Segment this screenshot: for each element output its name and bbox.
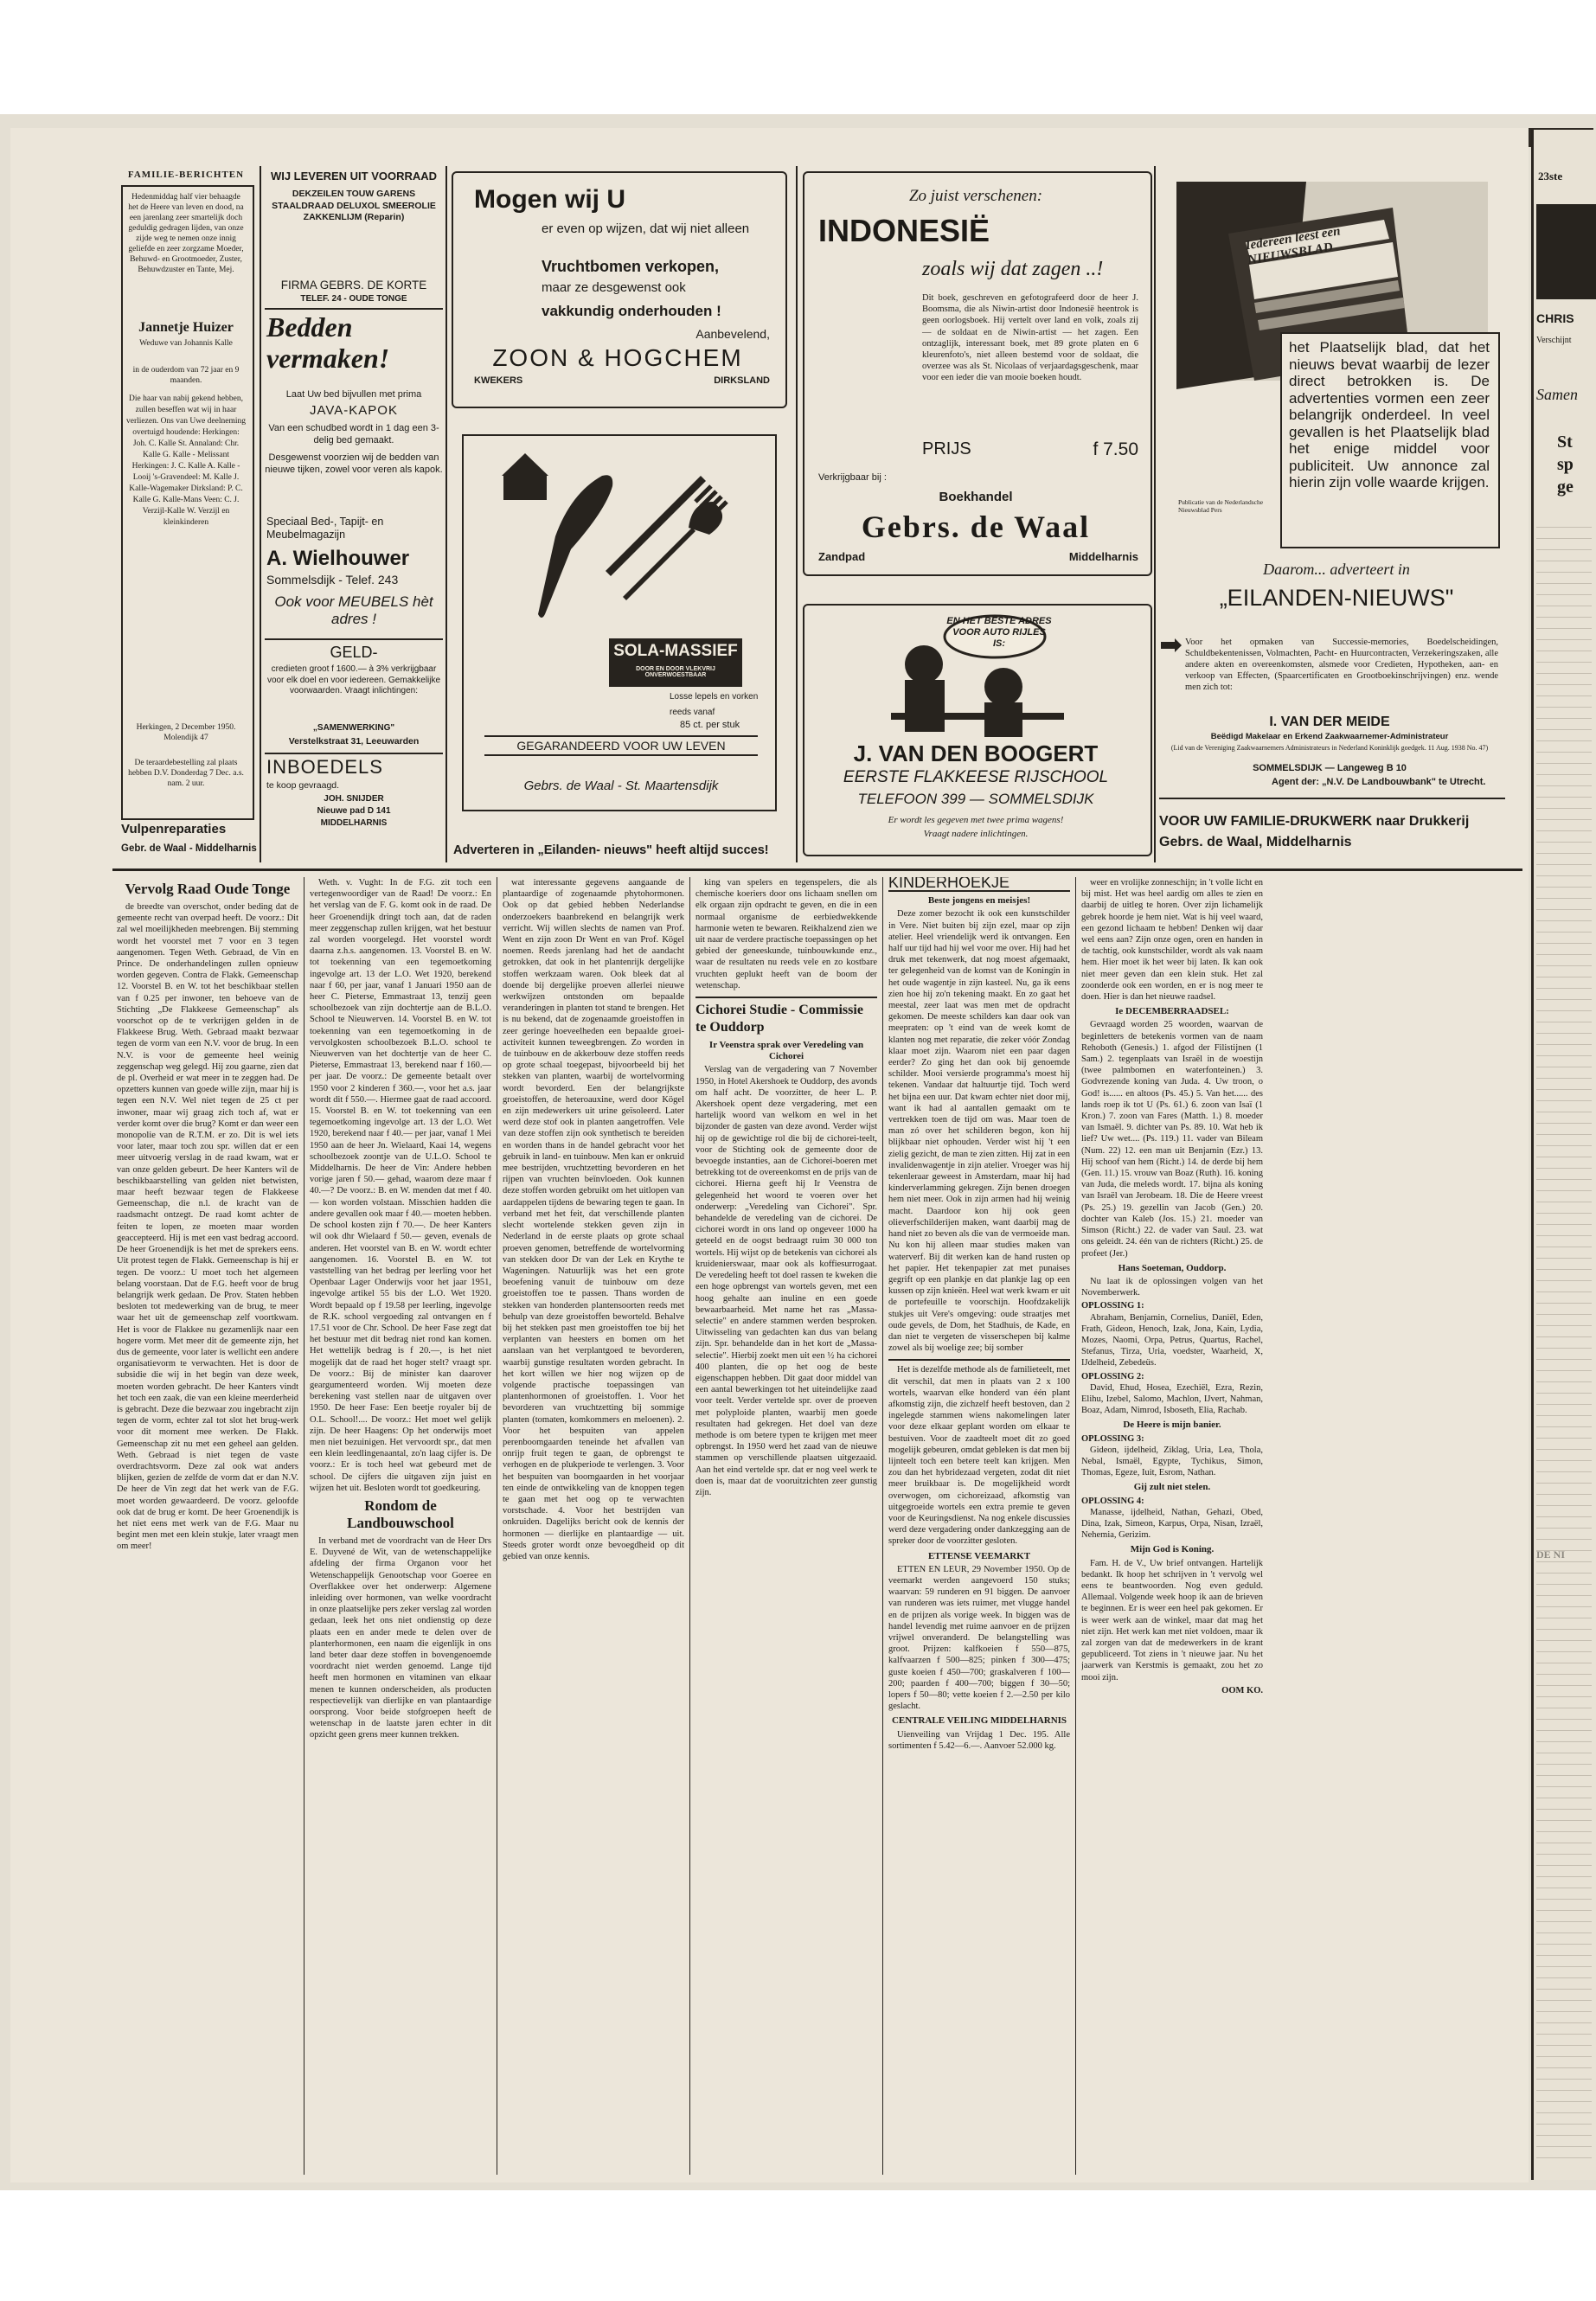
indonesie-boekhandel: Boekhandel [939, 490, 1013, 504]
nieuwsblad-caption: Publicatie van de Nederlandsche Nieuwsblad Pers [1178, 498, 1264, 514]
oplossing-2-answer: De Heere is mijn banier. [1123, 1420, 1221, 1431]
edge-text-lines [1536, 519, 1592, 2163]
kinderhoekje-title: KINDERHOEKJE [888, 877, 1070, 892]
familiedrukwerk-ad: VOOR UW FAMILIE-DRUKWERK naar Drukkerij Gebrs. de Waal, Middelharnis [1159, 814, 1470, 849]
edge-samen: Samen [1536, 386, 1578, 403]
veemarkt-text: ETTEN EN LEUR, 29 November 1950. Op de veemarkt werden aangevoerd 150 stuks; waarvan: 59 runderen en 91 biggen. De aanvoer van runderen was iets ruimer, met vlugge handel en de prijzen als vorige week. In biggen was de handel levendig met ruime aanvoer en de prijzen vrijwel onveranderd. De belangstelling was groot. Prijzen: kalfkoeien f 550—875, kalfvaarzen f 500—825; pinken f 300—475; guste koeien f 450—700; graskalveren f 100—200; paarden f 400—700; biggen f 30—50; lopers f 50—80; vette koeien f 2.—2.50 per kilo geslacht. [888, 1564, 1070, 1712]
sola-price: 85 ct. per stuk [680, 720, 740, 730]
article-title-raad: Vervolg Raad Oude Tonge [125, 881, 291, 897]
divider [695, 997, 877, 998]
raadsel-text: Gevraagd worden 25 woorden, waarvan de beginletters de betekenis vormen van de naam Rehoboth (Genesis.) 1. afgod der Filistijnen (1 Sam.) 2. tegenplaats van Israël in de woestijn (twee palmbomen en waterfonteinen.) 3. Godvrezende koning van Juda. 4. Uw troon, o God! is...... en altoos (Ps. 45.) 5. Van het...... des lands roep ik tot U (Ps. 61.) 6. zoon van Isaï (1 Kron.) 7. zoon van Fares (Matth. 1.) 8. moeder van Ismaël. 9. dichter van Ps. 89. 10. Wat heb ik lief? Uw wet.... (Ps. 119.) 11. vader van Bileam (Num. 22) 12. een man uit Benjamin (Ezr.) 13. Hij schoof van hem (Richt.) 14. de derde bij hem (Gen. 11.) 15. vrouw van Boaz (Ruth). 16. koning van Juda, die meleds wordt. 17. bijna als koning van Israël van Jerobeam. 18. Die de Heere vreest (Ps. 25.) 19. gezellin van Jacob (Gen.) 20. dochter van Kaleb (Jos. 15.) 21. moeder van Simson (Richt.) 22. de vader van Saul. 23. wat ons geleidt. 24. één van de richters (Richt.) 25. de profeet (Jer.) [1081, 1020, 1263, 1259]
bedden-name: A. Wielhouwer [266, 547, 410, 570]
indonesie-price: f 7.50 [1093, 439, 1138, 459]
nieuwsblad-text: het Plaatselijk blad, dat het nieuws bevat waarbij de lezer direct betrokken is. De advertenties vormen een zeer belangrijk onderdeel. In veel gevallen is het Plaatselijk blad het enige middel voor publiciteit. Uw annonce zal hierin zijn volle waarde krijgen. [1289, 339, 1490, 490]
edge-st: St [1557, 433, 1573, 452]
article-column-2 [310, 877, 491, 2175]
mogen-line2: Vruchtbomen verkopen, [542, 258, 720, 275]
column-rule [882, 877, 883, 2175]
divider [265, 308, 443, 310]
oplossing-1: Abraham, Benjamin, Cornelius, Daniël, Eden, Frath, Gideon, Henoch, Izak, Jona, Kain, Lydia, Mozes, Naomi, Orpa, Petrus, Quartus, Rachel, Stefanus, Tirza, Uria, voedster, Waarheid, X, IJdelheid, Zebedeüs. [1081, 1312, 1263, 1368]
vulpen-title: Vulpenreparaties [121, 822, 227, 836]
indonesie-body: Dit boek, geschreven en gefotografeerd door de heer J. Boomsma, die als Niwin-artist door Indonesië heentrok is geen oorlogsboek. Hij vertelt over land en volk, zoals zij — de soldaat en de Niwin-artist — het zagen. Een ontzaglijk, interessant boek, met 89 grote platen en 6 kleurenfoto's, niet alleen bestemd voor de soldaat, die overzee was als St. Nicolaas of verjaardagsgeschenk, maar voor een ieder die van mooie boeken houdt. [922, 293, 1138, 383]
bedden-addr: Sommelsdijk - Telef. 243 [266, 573, 399, 586]
meide-lid: (Lid van de Vereniging Zaakwaarnemers Administrateurs in Nederland Koninklijk goedgek. 11 Aug. 1938 No. 47) [1170, 744, 1489, 752]
article-text: wat interessante gegevens aangaande de plantaardige of zogenaamde phytohormonen. Ook op dat gebied hebben Nederlandse onderzoekers baanbrekend en belangrijk werk verricht. Wij willen slechts de namen van Prof. Went en zijn zoon Dr Went en van Prof. Kögel noemen. Reeds jarenlang had het de aandacht getrokken, dat ook in het plantenrijk dergelijke stoffen werkzaam waren. Ook bleek dat al doende bij dergelijke proeven allerlei nieuwe werkwijzen ontstonden om bepaalde veranderingen in planten tot stand te brengen. Het is nu bekend, dat de zogenaamde groeistoffen in zeer geringe hoeveelheden een bepaalde groei-activiteit kunnen teweegbrengen. Zo worden in de tuinbouw en de akkerbouw deze stoffen reeds op grote schaal toegepast, bijvoorbeeld bij het stekken van planten, waarbij de wortelvorming wordt bevorderd. Een der belangrijkste groeistoffen, de heteroauxine, werd door Kögel en zijn medewerkers uit urine geïsoleerd. Later werd deze stof ook in planten aangetroffen. Vele van deze stoffen zijn ook synthetisch te bereiden en worden thans in de handel gebracht voor het gebruik in land- en tuinbouw. Men kan er onkruid mee bestrijden, vruchtzetting bevorderen en het rijpen van vruchten beïnvloeden. Ook kunnen deze stoffen worden gebruikt om het uitlopen van aardappelen tijdens de bewaring tegen te gaan. In verband met het feit, dat verschillende planten slecht wortelende stekken geven zijn in Nederland in de eerste plaats op grote schaal proeven genomen, betreffende de wortelvorming van stekken door Dr van der Lek en Krythe te Wageningen. Natuurlijk was het een grote beoefening vanuit de tuinbouw om deze groeistoffen toe te passen. Thans worden de stekken van honderden plantensoorten reeds met behulp van deze groeistoffen beworteld. Behalve bij het stekken past men groeistoffen toe bij het verplanten van heesters en bomen om het aanslaan van het verplantgoed te bevorderen, waarbij gunstige resultaten worden gebracht. In het kort willen we hier nog wijzen op de volgende practische toepassingen van plantenhormonen of groeistoffen. 1. Voor het bevorderen van vruchtzetting bij sommige planten (tomaten, komkommers en meloenen). 2. Voor het bespuiten van appelen perenboomgaarden teneinde het afvallen van onrijp fruit tegen te gaan, de opbrengst te verhogen en de plukperiode te verlengen. 3. Voor het bespuiten van boomgaarden in het voorjaar ten einde de ontwikkeling van de knoppen tegen te gaan met het oog op te verwachten vorstschade. 4. Voor het bestrijden van onkruiden. Dagelijks bericht ook de kennis der hormonen — dierlijke en plantaardige — uit. Steeds groter wordt onze bevoegdheid op dit gebied van onze kennis. [503, 878, 684, 1561]
familie-age: in de ouderdom van 72 jaar en 9 maanden. [132, 366, 240, 385]
article-column-1 [117, 877, 298, 2175]
indonesie-verkrijg: Verkrijgbaar bij : [818, 472, 887, 483]
oplossing-3: Gideon, ijdelheid, Ziklag, Uria, Lea, Thola, Nebal, Ismaël, Egypte, Tychikus, Simon, Thomas, Egeze, Iuit, Esrom, Nathan. [1081, 1445, 1263, 1478]
article-column-3 [503, 877, 684, 2175]
familie-funeral: De teraardebestelling zal plaats hebben D.V. Donderdag 7 Dec. a.s. nam. 2 uur. [128, 759, 244, 788]
edge-verschijnt: Verschijnt [1536, 336, 1572, 345]
familie-date: Herkingen, 2 December 1950. Molendijk 47 [136, 723, 236, 742]
geld-name: „SAMENWERKING" [312, 723, 395, 733]
veiling-text: Uienveiling van Vrijdag 1 Dec. 195. Alle sortimenten f 5.42—6.—. Aanvoer 52.000 kg. [888, 1729, 1070, 1751]
column-rule [689, 877, 690, 2175]
column-rule [1154, 166, 1156, 862]
mogen-firm: ZOON & HOGCHEM [492, 344, 743, 371]
wij-leveren-firm: FIRMA GEBRS. DE KORTE [280, 279, 427, 292]
oplossing-1-title: OPLOSSING 1: [1081, 1301, 1144, 1311]
wij-leveren-tel: TELEF. 24 - OUDE TONGE [300, 294, 407, 304]
oplossing-2: David, Ehud, Hosea, Ezechiël, Ezra, Rezin, Elihu, Izebel, Salomo, Machlon, IJvert, Nahman, Boaz, Adam, Nimrod, Isboseth, Elia, Rachab. [1081, 1382, 1263, 1416]
wij-leveren-items: DEKZEILEN TOUW GARENS STAALDRAAD DELUXOL SMEEROLIE ZAKKENLIJM (Reparin) [272, 189, 436, 222]
bedden-kapok: JAVA-KAPOK [310, 403, 398, 418]
geld-addr: Verstelkstraat 31, Leeuwarden [288, 736, 420, 747]
veiling-title: CENTRALE VEILING MIDDELHARNIS [891, 1715, 1067, 1727]
mogen-line4: vakkundig onderhouden ! [542, 303, 721, 319]
bedden-slogan: Ook voor MEUBELS hèt adres ! [274, 593, 433, 627]
indonesie-pre: Zo juist verschenen: [908, 187, 1043, 205]
article-text: Weth. v. Vught: In de F.G. zit toch een vertegenwoordiger van de Raad! De voorz.: En het verslag van de F. G. komt ook in de raad. De heer Groenendijk dringt toch aan, dat de raden meer zeggenschap zullen krijgen, wat het bestuur zal worden voorgelegd. Het voorstel wordt daarna z.h.s. aangenomen. 13. Voorstel B. en W. tot toekenning van een tegemoetkoming ingevolge art. 13 der L.O. Wet 1920, berekend naar f 60, per jaar, vanaf 1 Januari 1950 aan de heer C. Pieterse, Emmastraat 13, tenzij geen schoolbezoek van zijn dochtertje aan de B.L.O. School te Nieuwerven. 14. Voorstel B. en W. tot toekenning van een tegemoetkoming in de vervolgkosten schoolbezoek B.L.O. school te Nieuwerven van het dochtertje van de heer C. Pieterse, Emmastraat 13, berekend naar f 160.— per jaar. De voorz.: De gemeente betaalt over 1950 voor 2 kinderen f 360.—, voor het a.s. jaar wordt dit f 550.—. Hiermee gaat de raad accoord. 15. Voorstel B. en W. tot toekenning van een tegemoetkoming ingevolge art. 13 der L.O. Wet 1920, berekend naar f 40.— per jaar, vanaf 1 Mei 1950 aan de heer Jn. Wielaard, Kaai 14, wegens schoolbezoek zoontje van de U.L.O. School te Middelharnis. De heer de Vin: Andere hebben vorige jaren f 50.— gehad, waarom deze maar f 40.—? De voorz.: B. en W. menden dat met f 40.— kon worden volstaan. Misschien hadden die andere gevallen ook maar f 40.— moeten hebben. De school kosten zijn f 70.—. De heer Kanters wil ook dhr Wielaard f 50.— geven, evenals de anderen. Het voorstel van B. en W. wordt echter aangenomen. 16. Voorstel B. en W. tot vaststelling van het bedrag per leerling voor het Openbaar Lager Onderwijs voor het jaar 1951, ingevolge artikel 55 bis der L.O. Wet 1920. Wordt bepaald op f 19.58 per leerling, ingevolge de R.K. school vergoeding zal ontvangen en f 17.51 voor de Chr. School. De heer Fase zegt dat het bestuur met dit bedrag niet rond kan komen. Het wettelijk bedrag is f 20.—, is het niet mogelijk dat de raad het hoger stelt? vraagt spr. De voorz.: Bij de minister kan daarover geargumenteerd worden. Wij moeten deze berekening vast stellen naar de uitgaven over 1950. De heer Fase: Een beetje royaler bij de O.L. School!.... De voorz.: Het moet wel gelijk zijn. De heer Haagens: Op het onderwijs moet men niet bezuinigen. Het vervoordt spr., dat men een klein leedlingenaantal, zo'n laag cijfer is. De voorz.: Er is toch heel wat gebeurd met de school. De cijfers die uitgaven zijn juist en wijzen het uit. Besloten wordt tot goedkeuring. [310, 878, 491, 1493]
reply-text: Fam. H. de V., Uw brief ontvangen. Hartelijk bedankt. Ik hoop het schrijven in 't vervolg wel eens te beantwoorden. Nog even geduld. Allemaal. Volgende week hoop ik aan de brieven te beginnen. Er is weer een heel pak gekomen. Er is weer werk aan de winkel, maar dat mag het niet zijn. Het werk kan met niet voldoen, maar ik zal zorgen van dat de medewerkers in de krant gepubliceerd. Tot ziens in 't nieuwe jaar. Nu het jaarwerk van Kerstmis is gemaakt, zou het zo mooi zijn. [1081, 1558, 1263, 1682]
kinderhoekje-greeting: Beste jongens en meisjes! [927, 895, 1031, 907]
article-column-5 [888, 877, 1070, 2175]
oplossing-3-title: OPLOSSING 3: [1081, 1433, 1144, 1444]
boogert-line2: Vraagt nadere inlichtingen. [923, 829, 1029, 839]
boogert-line1: Er wordt les gegeven met twee prima wagens! [888, 815, 1064, 825]
section-divider [112, 868, 1522, 871]
meide-body: Voor het opmaken van Successie-memories, Boedelscheidingen, Schuldbekentenissen, Volmachten, Pacht- en Huurcontracten, Verzekeringszaken, alle andere akten en overeenkomsten, alsmede voor Credieten, Hypotheken, aan- en verkoop van Effecten, (Spaarcertificaten en Grootboekinschrijvingen) enz. wende men zich tot: [1185, 638, 1498, 692]
oplossing-2-title: OPLOSSING 2: [1081, 1371, 1144, 1381]
oplossing-4: Manasse, ijdelheid, Nathan, Gehazi, Obed, Dina, Izak, Simeon, Karpus, Orpa, Nisan, Izraël, Nehemia, Gerizim. [1081, 1507, 1263, 1541]
divider [888, 1359, 1070, 1361]
indonesie-title: INDONESIË [818, 213, 990, 248]
edge-ge: ge [1557, 478, 1574, 497]
mogen-line3: maar ze desgewenst ook [542, 280, 686, 295]
nieuwsblad-daarom: Daarom... adverteert in [1263, 561, 1410, 578]
sola-shop: Gebrs. de Waal - St. Maartensdijk [523, 779, 719, 793]
adverteren-line: Adverteren in „Eilanden- nieuws" heeft altijd succes! [453, 843, 769, 857]
meide-agent: Agent der: „N.V. De Landbouwbank" te Utrecht. [1272, 777, 1486, 787]
boogert-bubble: EN HET BESTE ADRES VOOR AUTO RIJLES IS: [946, 616, 1052, 649]
column-rule [1075, 877, 1076, 2175]
meide-sub: Beëdigd Makelaar en Erkend Zaakwaarnemer-Administrateur [1210, 732, 1449, 741]
article-column-6 [1081, 877, 1263, 2175]
inboedels-city: MIDDELHARNIS [320, 818, 388, 828]
oplossing-intro: Nu laat ik de oplossingen volgen van het Novemberwerk. [1081, 1276, 1263, 1298]
boogert-school: EERSTE FLAKKEESE RIJSCHOOL [843, 768, 1109, 786]
raadsel-signed: Hans Soeteman, Ouddorp. [1118, 1262, 1227, 1273]
article-title-cichorei: Cichorei Studie - Commissie te Ouddorp [695, 1003, 863, 1035]
familie-name: Jannetje Huizer [138, 320, 234, 335]
bedden-line4: Desgewenst voorzien wij de bedden van nieuwe tijken, zowel voor veren als kapok. [265, 452, 443, 475]
article-title-landbouwschool: Rondom de Landbouwschool [347, 1497, 454, 1531]
article-subtitle-cichorei: Ir Veenstra sprak over Veredeling van Cichorei [708, 1040, 864, 1062]
signature: OOM KO. [1221, 1685, 1263, 1695]
article-text: king van spelers en tegenspelers, die als chemische koeriers door ons lichaam snellen om elk orgaan zijn opdracht te geven, en die in een normaal organisme de eerbiedwekkende harmonie weten te bewaren. Reikhalzend zien we uit naar de verdere practische toepassingen op het gebied der geneeskunde, tuinbouwkunde enz., waar de resultaten nu reeds vele en zo kostbare vruchten geplukt heeft van de boom der wetenschap. [695, 878, 877, 990]
article-text: Verslag van de vergadering van 7 November 1950, in Hotel Akershoek te Ouddorp, des avonds om half acht. De voorzitter, de heer L. P. Akershoek opent deze vergadering, met een hartelijk woord van welkom en wel in het bijzonder de gasten van deze avond. Verder wijst hij op de gewichtige rol die bij de cichorei-teelt, voor de Stichting ook de gemeente door de bevoegde instanties, aan de Cichorei-boeren met betrekking tot de overeenkomst en de prijs van de cichorei. Hierna geeft hij Ir Veenstra de gelegenheid het woord te voeren over het onderwerp: „Veredeling van Cichorei". Spr. behandelde de veredeling van de cichorei. De cichorei wordt in ons land op ongeveer 1000 ha geteeld en de oogst bedraagt ruim 30 000 ton wortels. Hij wijst op de betekenis van cichorei als kruidenierswaar, maar ook als koffiesurrogaat. De veredeling heeft tot doel rassen te kweken die een hoge opbrengst van wortels geven, met een hoog gehalte aan inuline en een goede bewaarbaarheid. Met name het ras „Massa-selectie" en andere stammen werden besproken. Uitwisseling van gedachten kan dus van belang zijn. Spr. behandelde dan in het kort de „Massa-selectie". Hierbij zoekt men uit een ½ ha cichorei 400 planten, die op het oog de beste eigenschappen hebben. Dit gaat door middel van een aantal bewerkingen tot het uiteindelijke zaad voor teelt. Verder vertelde spr. over de proeven met polyploide planten, waarbij men goede resultaten had gekregen. Het doel van deze methode is om betere typen te krijgen met meer opbrengst. In 1950 werd het zaad van de nieuwe stammen op verschillende plaatsen uitgezaaid. Aan het eind vertelde spr. dat er nog veel werk te doen is, maar dat de vooruitzichten zeer gunstig zijn. [695, 1065, 877, 1497]
divider [265, 753, 443, 754]
meide-addr: SOMMELSDIJK — Langeweg B 10 [1253, 763, 1407, 773]
sola-brand: SOLA-MASSIEF [613, 642, 738, 660]
mogen-dirksland: DIRKSLAND [714, 375, 770, 386]
inboedels-name: JOH. SNIJDER [324, 794, 384, 804]
vulpen-sub: Gebr. de Waal - Middelharnis [121, 843, 257, 854]
mogen-line5: Aanbevelend, [695, 327, 770, 341]
familie-widow: Weduwe van Johannis Kalle [139, 339, 233, 348]
geld-title: GELD- [330, 644, 378, 661]
article-text: de breedte van overschot, onder beding dat de gemeente recht van overpad heeft. De voorz.: Dit zal wel moeilijkheden meebrengen. Bij stemming wordt het voorstel met 7 voor en 3 tegen aangenomen. Tegen Weth. Gebraad, de Vin en Prince. De onderhandelingen zullen opnieuw worden gegeven. Contra de Flakk. Gemeenschap 12. Voorstel B. en W. tot het beschikbaar stellen van f 0.25 per inwoner, ten behoeve van de Stichting „De Flakkeese Gemeenschap" als voorschot op de te verkrijgen gelden in de Flakkeese Brug. Weth. Gebraad maakt bezwaar tegen de vorm van een N.V. voor de brug. In een N.V. is voor de gemeente heel weinig zeggenschap weg gelegd. Hij zou gaarne, zien dat de pl. Overheid er wat meer in te zeggen had. De opzetters kunnen van goede wille zijn, maar hij is tegen een N.V. Wel niet tegen de 25 ct per inwoner, maar wij graag zich toch af, wat er verder komt over die brug? Komt er dan weer een monopolie van de R.T.M. er zo. Dit is wel iets voor later, maar toch zou spr. willen dat er een meer uitvoerig verslag in de raad kwam, wat er van onze gelden gebeurt. De heer Kanters wil de beschikbaarstelling van gelden niet betwisten, maar heeft bezwaar tegen de Flakkeese Gemeenschap, die n.l. de kracht van de raadsmacht ontzegt. De raad komt achter de feiten te lopen, ze moeten maar worden geaccepteerd. Hij is met een vast bedrag accoord. De heer Groenendijk is het met de sprekers eens. Uit protest tegen de Flakk. Gemeenschap is hij er tegen. De voorz.: U moet toch het algemeen belang voorstaan. Dat de F.G. heeft voor de brug belangrijk werk gedaan. De Prov. Staten hebben besloten tot medewerking van de brug, te meer waar het uit de gemeenschap zelf voortkwam. Het is voor de Flakkee nu gezamenlijk naar een hogere vorm. Met meer dit de gemeente zijn, het dus de gemeente, voor later is wellicht een andere organisatievorm te verwachten. Het is door de subsidie die wij in het begin van deze week, moeten worden gebracht. De heer Kanters vindt het toch een zaak, die van een kleine meerderheid is gebracht. Deze die bezwaar zou ingebracht zijn tegen de vorm, echter zal tot slot het brug-werk voor dit moment mee werken. De Flakk. Gemeenschap zit nu met een geheel aan gelden. Weth. Gebraad is niet tegen de vaste overdrachtsvorm. Deze zal ook wat anders blijken, gezien de zelfde de vorm dat er dan N.V. De heer de Vin zegt dat het werk van de F.G. moet worden gewaardeerd. De voorz. geloofde ook dat de brug er komt. De heer Groenendijk is het niet eens met werk van de F.G. Maar nu begint men met een klein stukje, later vraagt men om meer! [117, 902, 298, 1552]
veemarkt-title: ETTENSE VEEMARKT [927, 1550, 1031, 1561]
article-column-4 [695, 877, 877, 2175]
wij-leveren-header: WIJ LEVEREN UIT VOORRAAD [270, 170, 438, 183]
cutlery-illustration [484, 441, 761, 657]
edge-chris: CHRIS [1536, 311, 1574, 325]
oplossing-4-answer: Mijn God is Koning. [1130, 1544, 1215, 1555]
column-rule [445, 166, 447, 862]
indonesie-sub: zoals wij dat zagen ..! [922, 258, 1104, 280]
indonesie-firm: Gebrs. de Waal [861, 510, 1091, 544]
edge-date: 23ste [1538, 170, 1563, 183]
divider [265, 638, 443, 640]
edge-sp: sp [1557, 455, 1574, 474]
divider [1159, 798, 1505, 799]
inboedels-title: INBOEDELS [266, 756, 383, 778]
mogen-title: Mogen wij U [474, 185, 625, 214]
meide-name: I. VAN DER MEIDE [1269, 715, 1390, 729]
nieuwsblad-paper: Iedereen leest een NIEUWSBLAD [1244, 224, 1342, 268]
familie-intro: Hedenmiddag half vier behaagde het de Heere van leven en dood, na een jarenlang zeer smartelijk doch geduldig gedragen lijden, van onze zijde weg te nemen onze innig geliefde en zeer zorgzame Moeder, Behuwd- en Grootmoeder, Zuster, Behuwdzuster en Tante, Mej. [128, 193, 244, 274]
bedden-line1: Laat Uw bed bijvullen met prima [285, 389, 422, 400]
inboedels-addr: Nieuwe pad D 141 [317, 806, 391, 816]
familie-header: FAMILIE-BERICHTEN [127, 170, 245, 180]
column-rule [796, 166, 798, 862]
column-rule [260, 166, 261, 862]
sola-sub: DOOR EN DOOR VLEKVRIJ ONVERWOESTBAAR [636, 666, 715, 678]
article-text: Deze zomer bezocht ik ook een kunstschilder in Vere. Niet buiten bij zijn ezel, maar op zijn atelier. Heel vriendelijk werd ik ontvangen. Een half uur tijd had hij wel voor me over. Hij had het druk met tekenwerk, dat nog moest afgemaakt, ter gelegenheid van de komst van de Koningin in het oude wagentje in zijn kasteel. Nu, ga ik eens zien hoe hij zo'n tekening maakt. En zo gaat het meestal, zeer laat was men met de opdracht gekomen. De meeste schilders kan daar ook van meepraten: op 't eind van de week komt de klanten nog met reparatie, die zeker vóór Zondag klaar moet zijn. Waarom niet een paar dagen eerder? Zo ging het dan ook bij genoemde schilder. Mooi versierde programma's moest hij tekenen. Vandaar dat haltuurtje tijd. Toch werd het bijna een uur. Dat kwam echter niet door mij, want ik had al aantallen gemaakt om te vertrekken toen de tijd om was. Maar toen de man zó over het schilderen begon, kon hij blijkbaar niet ophouden. Verder wist hij 't een zielig gezicht, de man te zien zitten. Hij zat in een invalidenwagentje in zijn atelier. Vroeger was hij tekenleraar geweest in Amsterdam, maar hij had kinderverlamming gekregen. Zijn benen droegen hem niet meer. Ook in zijn armen had hij weinig macht. Daardoor kon hij ook geen olieverfschilderijen maken, want daarbij mag de hand niet zo beven als die van de vermoeide man. Nu kon hij alleen maar studies maken van waterverf. Bij dit werken kan de hand rusten op het papier. Het tekenpapier zat met punaises gegrift op een plankje en dat plankje lag op een kussen op zijn knieën. Heel wat werk kwam er uit de portefeuille te voorschijn. Hoofdzakelijk stukjes uit Vere's omgeving: oude straatjes met oude gevels, de Dom, het Stadhuis, de Kade, en dan niet te vergeten de visserschepen bij kalme zowel als bij woelige zee; bij somber [888, 909, 1070, 1354]
article-text: Het is dezelfde methode als de familieteelt, met dit verschil, dat men in plaats van 2 x 100 wortels, waarvan elke honderd van één plant afkomstig zijn, die zichzelf heeft bestoven, dan 2 ingelegde stammen wiens nakomelingen later voor deze elkaar geplant worden om elkaar te bestuiven. Voor de zaadteelt moet dit zo goed mogelijk gebeuren, omdat gebleken is dat men bij lijnteelt toch een betere teelt kan krijgen. Men zou dan het hybridezaad vergeten, zodat dit niet meer bruikbaar is. De mogelijkheid wordt overwogen, om cichoreizaad, afkomstig van uitgegroeide wortels een extra premie te geven voor de Keuringsdienst. Na nog enkele discussies werd deze vergadering onder dankzegging aan de spreker door de voorzitter gesloten. [888, 1365, 1070, 1547]
nieuwsblad-name: „EILANDEN-NIEUWS" [1219, 585, 1454, 611]
indonesie-city: Middelharnis [1068, 550, 1138, 563]
geld-body: credieten groot f 1600.— à 3% verkrijgbaar voor elk doel en voor iedereen. Gemakkelijke voorwaarden. Vraagt inlichtingen: [266, 664, 441, 695]
bedden-line3: Van een schudbed wordt in 1 dag een 3-delig bed gemaakt. [268, 423, 439, 445]
article-text: weer en vrolijke zonneschijn; in 't volle licht en bij mist. Het was heel aardig om alles te zien en daarbij de uitleg te horen. Over zijn lichamelijk gebrek hoorde je hem niet. Wat is hij veel waard, een gezond lichaam te hebben! Denken wij daar wel eens aan? Zijn onze ogen, oren en handen in de tachtig, ook kunstschilder, wordt als vak naam hem. Hier moet ik het weer bij laten. Ik kan ook niet meer geven dan een klein stuk. Het zal zoonderde ook een worden, en er is nog meer te doen. Hier is dan het nieuwe raadsel. [1081, 878, 1263, 1003]
sola-guarantee: GEGARANDEERD VOOR UW LEVEN [484, 735, 758, 756]
sola-crest-icon [503, 476, 547, 500]
inboedels-line1: te koop gevraagd. [266, 780, 340, 791]
raadsel-title: Ie DECEMBERRAADSEL: [1115, 1006, 1229, 1017]
sola-line1: Losse lepels en vorken [670, 692, 759, 702]
edge-masthead [1536, 204, 1596, 299]
article-text: In verband met de voordracht van de Heer Drs E. Duyvené de Wit, van de wetenschappelijke afdeling der firma Organon voor het Wetenschappelijk Genootschap voor Goeree en Overflakkee over het onderwerp: Algemene inleiding over hormonen, van welke voordracht in onze plaatselijke pers zeker verslag zal worden gedaan, leek het ons niet ondienstig op deze plaats een en ander mede te delen over de planterhormonen, een naam die eigenlijk in ons land beter daar deze stoffen in bovengenoemde voordracht niet werden genoemd. Lange tijd heeft men hormonen en vitaminen van elkaar menen te kunnen onderscheiden, als producten respectievelijk van dierlijke en van plantaardige oorsprong. Voor beide stofgroepen heeft de wetenschap in de laatste jaren echter in dit opzicht geen grens meer kunnen trekken. [310, 1535, 491, 1740]
mogen-kwekers: KWEKERS [474, 375, 523, 386]
sola-line2: reeds vanaf [670, 708, 715, 717]
bedden-title: Bedden vermaken! [266, 311, 390, 374]
pointing-hand-icon [1161, 638, 1182, 652]
boogert-name: J. VAN DEN BOOGERT [853, 740, 1099, 766]
mogen-line1: er even op wijzen, dat wij niet alleen [542, 221, 750, 236]
oplossing-3-answer: Gij zult niet stelen. [1133, 1482, 1211, 1493]
familie-body: Die haar van nabij gekend hebben, zullen beseffen wat wij in haar verliezen. Ons van Uwe deelneming overtuigd houdende: Herkingen: Joh. C. Kalle St. Annaland: Chr. Kalle G. Kalle - Melissant Herkingen: J. C. Kalle A. Kalle - Looij 's-Gravendeel: M. Kalle J. Kalle-Wagemaker Dirksland: P. C. Kalle G. Kalle-Mans Veen: C. J. Verzijl-Kalle W. Verzijl en kleinkinderen [126, 394, 246, 527]
oplossing-4-title: OPLOSSING 4: [1081, 1496, 1144, 1506]
indonesie-zandpad: Zandpad [818, 550, 866, 563]
boogert-tel: TELEFOON 399 — SOMMELSDIJK [857, 791, 1094, 807]
indonesie-price-label: PRIJS [922, 439, 971, 458]
bedden-line5: Speciaal Bed-, Tapijt- en Meubelmagazijn [266, 516, 384, 541]
